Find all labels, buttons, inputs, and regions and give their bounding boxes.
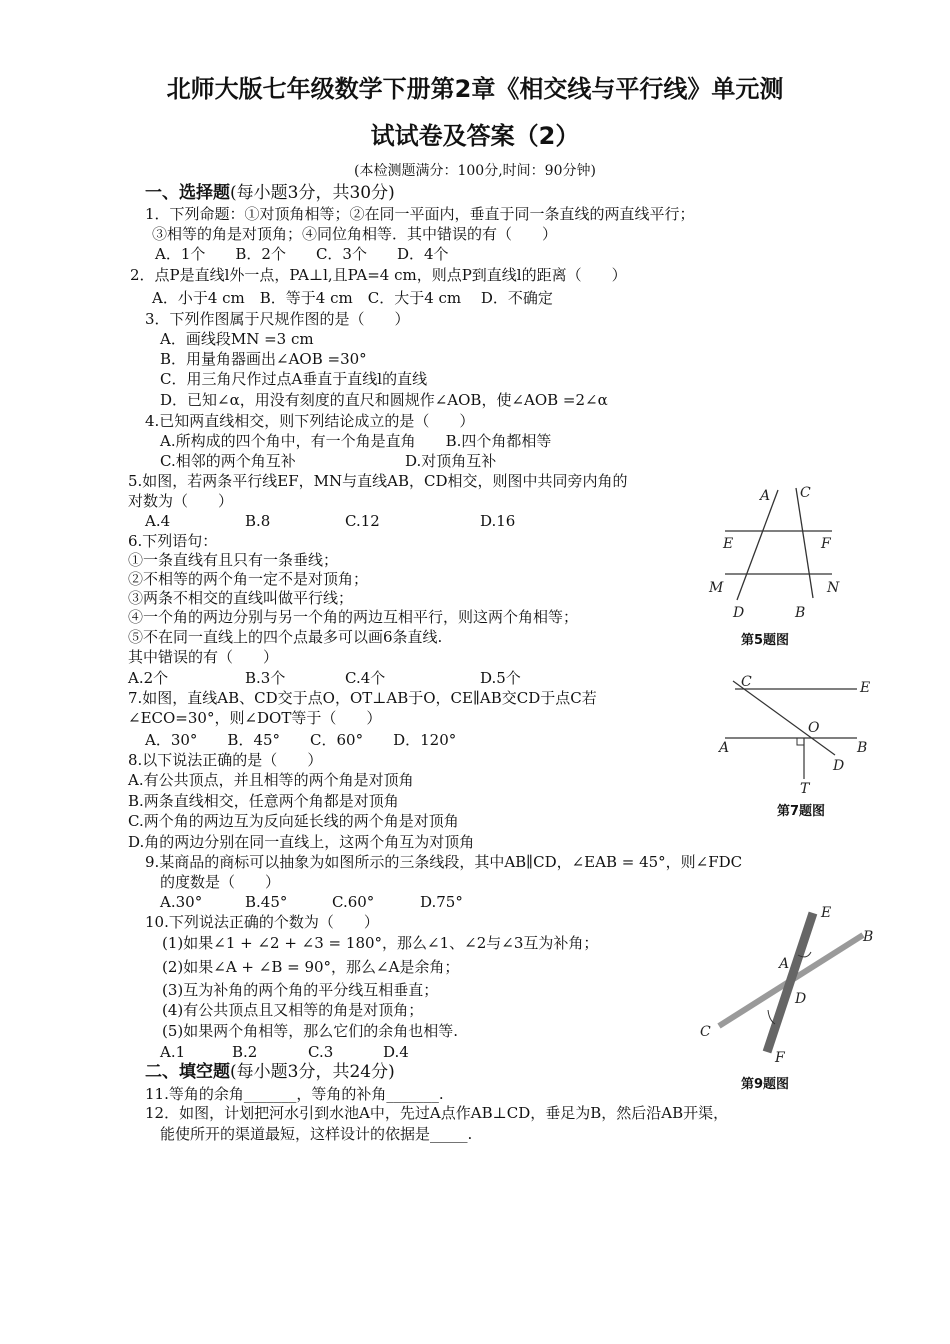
fig9-label-a: A — [779, 956, 790, 972]
q5-option-c: C.12 — [345, 512, 380, 530]
fig5-label-b: B — [795, 605, 806, 621]
q8-option-d: D.角的两边分别在同一直线上，这两个角互为对顶角 — [128, 833, 475, 851]
fig5-label-a: A — [760, 488, 771, 504]
q5-option-b: B.8 — [245, 512, 271, 530]
q6-option-b: B.3个 — [245, 669, 286, 687]
figure-5-caption: 第5题图 — [741, 633, 790, 648]
fig5-line-cb — [796, 488, 813, 598]
q10-line1: 10.下列说法正确的个数为（ ） — [145, 913, 379, 931]
q4-option-d: D.对顶角互补 — [405, 452, 497, 470]
q8-option-b: B.两条直线相交，任意两个角都是对顶角 — [128, 792, 399, 810]
fig7-right-angle-mark — [797, 738, 804, 745]
q1-options: A．1个 B．2个 C．3个 D．4个 — [155, 245, 449, 263]
q12-line2: 能使所开的渠道最短，这样设计的依据是_____. — [160, 1125, 473, 1143]
q11-line1: 11.等角的余角_______，等角的补角_______. — [145, 1085, 444, 1103]
q2-line1: 2．点P是直线l外一点，PA⊥l,且PA=4 cm，则点P到直线l的距离（ ） — [130, 266, 627, 284]
fig5-label-d: D — [733, 605, 745, 621]
q3-option-b: B．用量角器画出∠AOB =30° — [160, 350, 367, 368]
q9-option-b: B.45° — [245, 893, 288, 911]
page-subtitle: (本检测题满分：100分,时间：90分钟) — [354, 163, 596, 179]
page-title-line2: 试试卷及答案（2） — [370, 122, 580, 150]
section-2-note: (每小题3分，共24分) — [230, 1062, 395, 1082]
q7-options: A．30° B．45° C．60° D．120° — [145, 731, 457, 749]
q3-option-c: C．用三角尺作过点A垂直于直线l的直线 — [160, 370, 428, 388]
q5-option-a: A.4 — [145, 512, 171, 530]
figure-9 — [695, 900, 890, 1070]
figure-5 — [700, 478, 850, 628]
fig5-label-m: M — [709, 580, 724, 596]
fig9-label-e: E — [821, 905, 832, 921]
q6-option-c: C.4个 — [345, 669, 386, 687]
q10-stmt3: (3)互为补角的两个角的平分线互相垂直； — [162, 981, 439, 999]
fig9-bar-ef — [767, 913, 813, 1052]
q9-option-a: A.30° — [160, 893, 203, 911]
q4-line1: 4.已知两直线相交，则下列结论成立的是（ ） — [145, 412, 475, 430]
q10-option-b: B.2 — [232, 1043, 258, 1061]
q3-line1: 3．下列作图属于尺规作图的是（ ） — [145, 310, 410, 328]
figure-7 — [705, 666, 880, 806]
fig9-label-f: F — [775, 1050, 785, 1066]
q9-option-c: C.60° — [332, 893, 375, 911]
q6-option-d: D.5个 — [480, 669, 521, 687]
fig5-label-f: F — [821, 536, 831, 552]
q3-option-d: D．已知∠α，用没有刻度的直尺和圆规作∠AOB，使∠AOB =2∠α — [160, 391, 608, 409]
q7-line2: ∠ECO=30°，则∠DOT等于（ ） — [128, 709, 382, 727]
fig7-label-b: B — [857, 740, 868, 756]
fig7-label-t: T — [800, 781, 810, 797]
q5-line2: 对数为（ ） — [128, 492, 234, 510]
fig7-label-e: E — [860, 680, 871, 696]
q10-option-d: D.4 — [383, 1043, 409, 1061]
q6-stmt3: ③两条不相交的直线叫做平行线； — [128, 589, 354, 607]
q8-option-a: A.有公共顶点，并且相等的两个角是对顶角 — [128, 771, 414, 789]
q5-option-d: D.16 — [480, 512, 516, 530]
fig5-label-e: E — [723, 536, 734, 552]
fig7-label-a: A — [719, 740, 730, 756]
page-title-line1: 北师大版七年级数学下册第2章《相交线与平行线》单元测 — [166, 75, 784, 103]
section-2-heading — [145, 1062, 395, 1082]
figure-9-caption: 第9题图 — [741, 1077, 790, 1092]
q2-options: A．小于4 cm B．等于4 cm C．大于4 cm D．不确定 — [152, 289, 553, 307]
q10-stmt1: (1)如果∠1 + ∠2 + ∠3 = 180°，那么∠1、∠2与∠3互为补角； — [162, 934, 599, 952]
q6-ask: 其中错误的有（ ） — [128, 648, 279, 666]
fig7-label-o: O — [808, 720, 820, 736]
q9-option-d: D.75° — [420, 893, 463, 911]
fig5-label-c: C — [800, 485, 811, 501]
q10-stmt4: (4)有公共顶点且又相等的角是对顶角； — [162, 1001, 424, 1019]
fig9-label-c: C — [700, 1024, 711, 1040]
q8-line1: 8.以下说法正确的是（ ） — [128, 751, 323, 769]
q6-stmt2: ②不相等的两个角一定不是对顶角； — [128, 570, 369, 588]
q4-option-c: C.相邻的两个角互补 — [160, 452, 296, 470]
fig5-line-ad — [737, 490, 778, 600]
q1-line1: 1．下列命题：①对顶角相等；②在同一平面内，垂直于同一条直线的两直线平行； — [145, 205, 695, 223]
q7-line1: 7.如图，直线AB、CD交于点O，OT⊥AB于O，CE∥AB交CD于点C若 — [128, 689, 597, 707]
q9-line1: 9.某商品的商标可以抽象为如图所示的三条线段，其中AB∥CD，∠EAB = 45°，则∠FDC — [145, 853, 743, 871]
q1-line2: ③相等的角是对顶角；④同位角相等．其中错误的有（ ） — [152, 225, 558, 243]
q6-line1: 6.下列语句： — [128, 532, 218, 550]
fig7-label-c: C — [741, 674, 752, 690]
q6-stmt5: ⑤不在同一直线上的四个点最多可以画6条直线. — [128, 628, 443, 646]
section-1-heading — [145, 183, 395, 203]
figure-7-caption: 第7题图 — [777, 804, 826, 819]
q3-option-a: A．画线段MN =3 cm — [160, 330, 314, 348]
q12-line1: 12．如图，计划把河水引到水池A中，先过A点作AB⊥CD，垂足为B，然后沿AB开渠， — [145, 1104, 729, 1122]
fig7-line-cd — [733, 681, 835, 755]
fig9-label-d: D — [795, 991, 807, 1007]
fig7-label-d: D — [833, 758, 845, 774]
q5-line1: 5.如图，若两条平行线EF，MN与直线AB，CD相交，则图中共同旁内角的 — [128, 472, 628, 490]
q6-stmt1: ①一条直线有且只有一条垂线； — [128, 551, 339, 569]
q8-option-c: C.两个角的两边互为反向延长线的两个角是对顶角 — [128, 812, 459, 830]
q10-option-c: C.3 — [308, 1043, 334, 1061]
q10-stmt5: (5)如果两个角相等，那么它们的余角也相等. — [162, 1022, 459, 1040]
section-1-note: (每小题3分，共30分) — [230, 183, 395, 203]
q10-stmt2: (2)如果∠A + ∠B = 90°，那么∠A是余角； — [162, 958, 460, 976]
q9-line2: 的度数是（ ） — [160, 873, 281, 891]
fig5-label-n: N — [827, 580, 840, 596]
q6-stmt4: ④一个角的两边分别与另一个角的两边互相平行，则这两个角相等； — [128, 608, 579, 626]
q10-option-a: A.1 — [160, 1043, 186, 1061]
section-2-title: 二、填空题 — [145, 1062, 230, 1082]
q6-option-a: A.2个 — [128, 669, 169, 687]
section-1-title: 一、选择题 — [145, 183, 230, 203]
q4-options-ab: A.所构成的四个角中，有一个角是直角 B.四个角都相等 — [160, 432, 552, 450]
fig9-label-b: B — [863, 929, 874, 945]
